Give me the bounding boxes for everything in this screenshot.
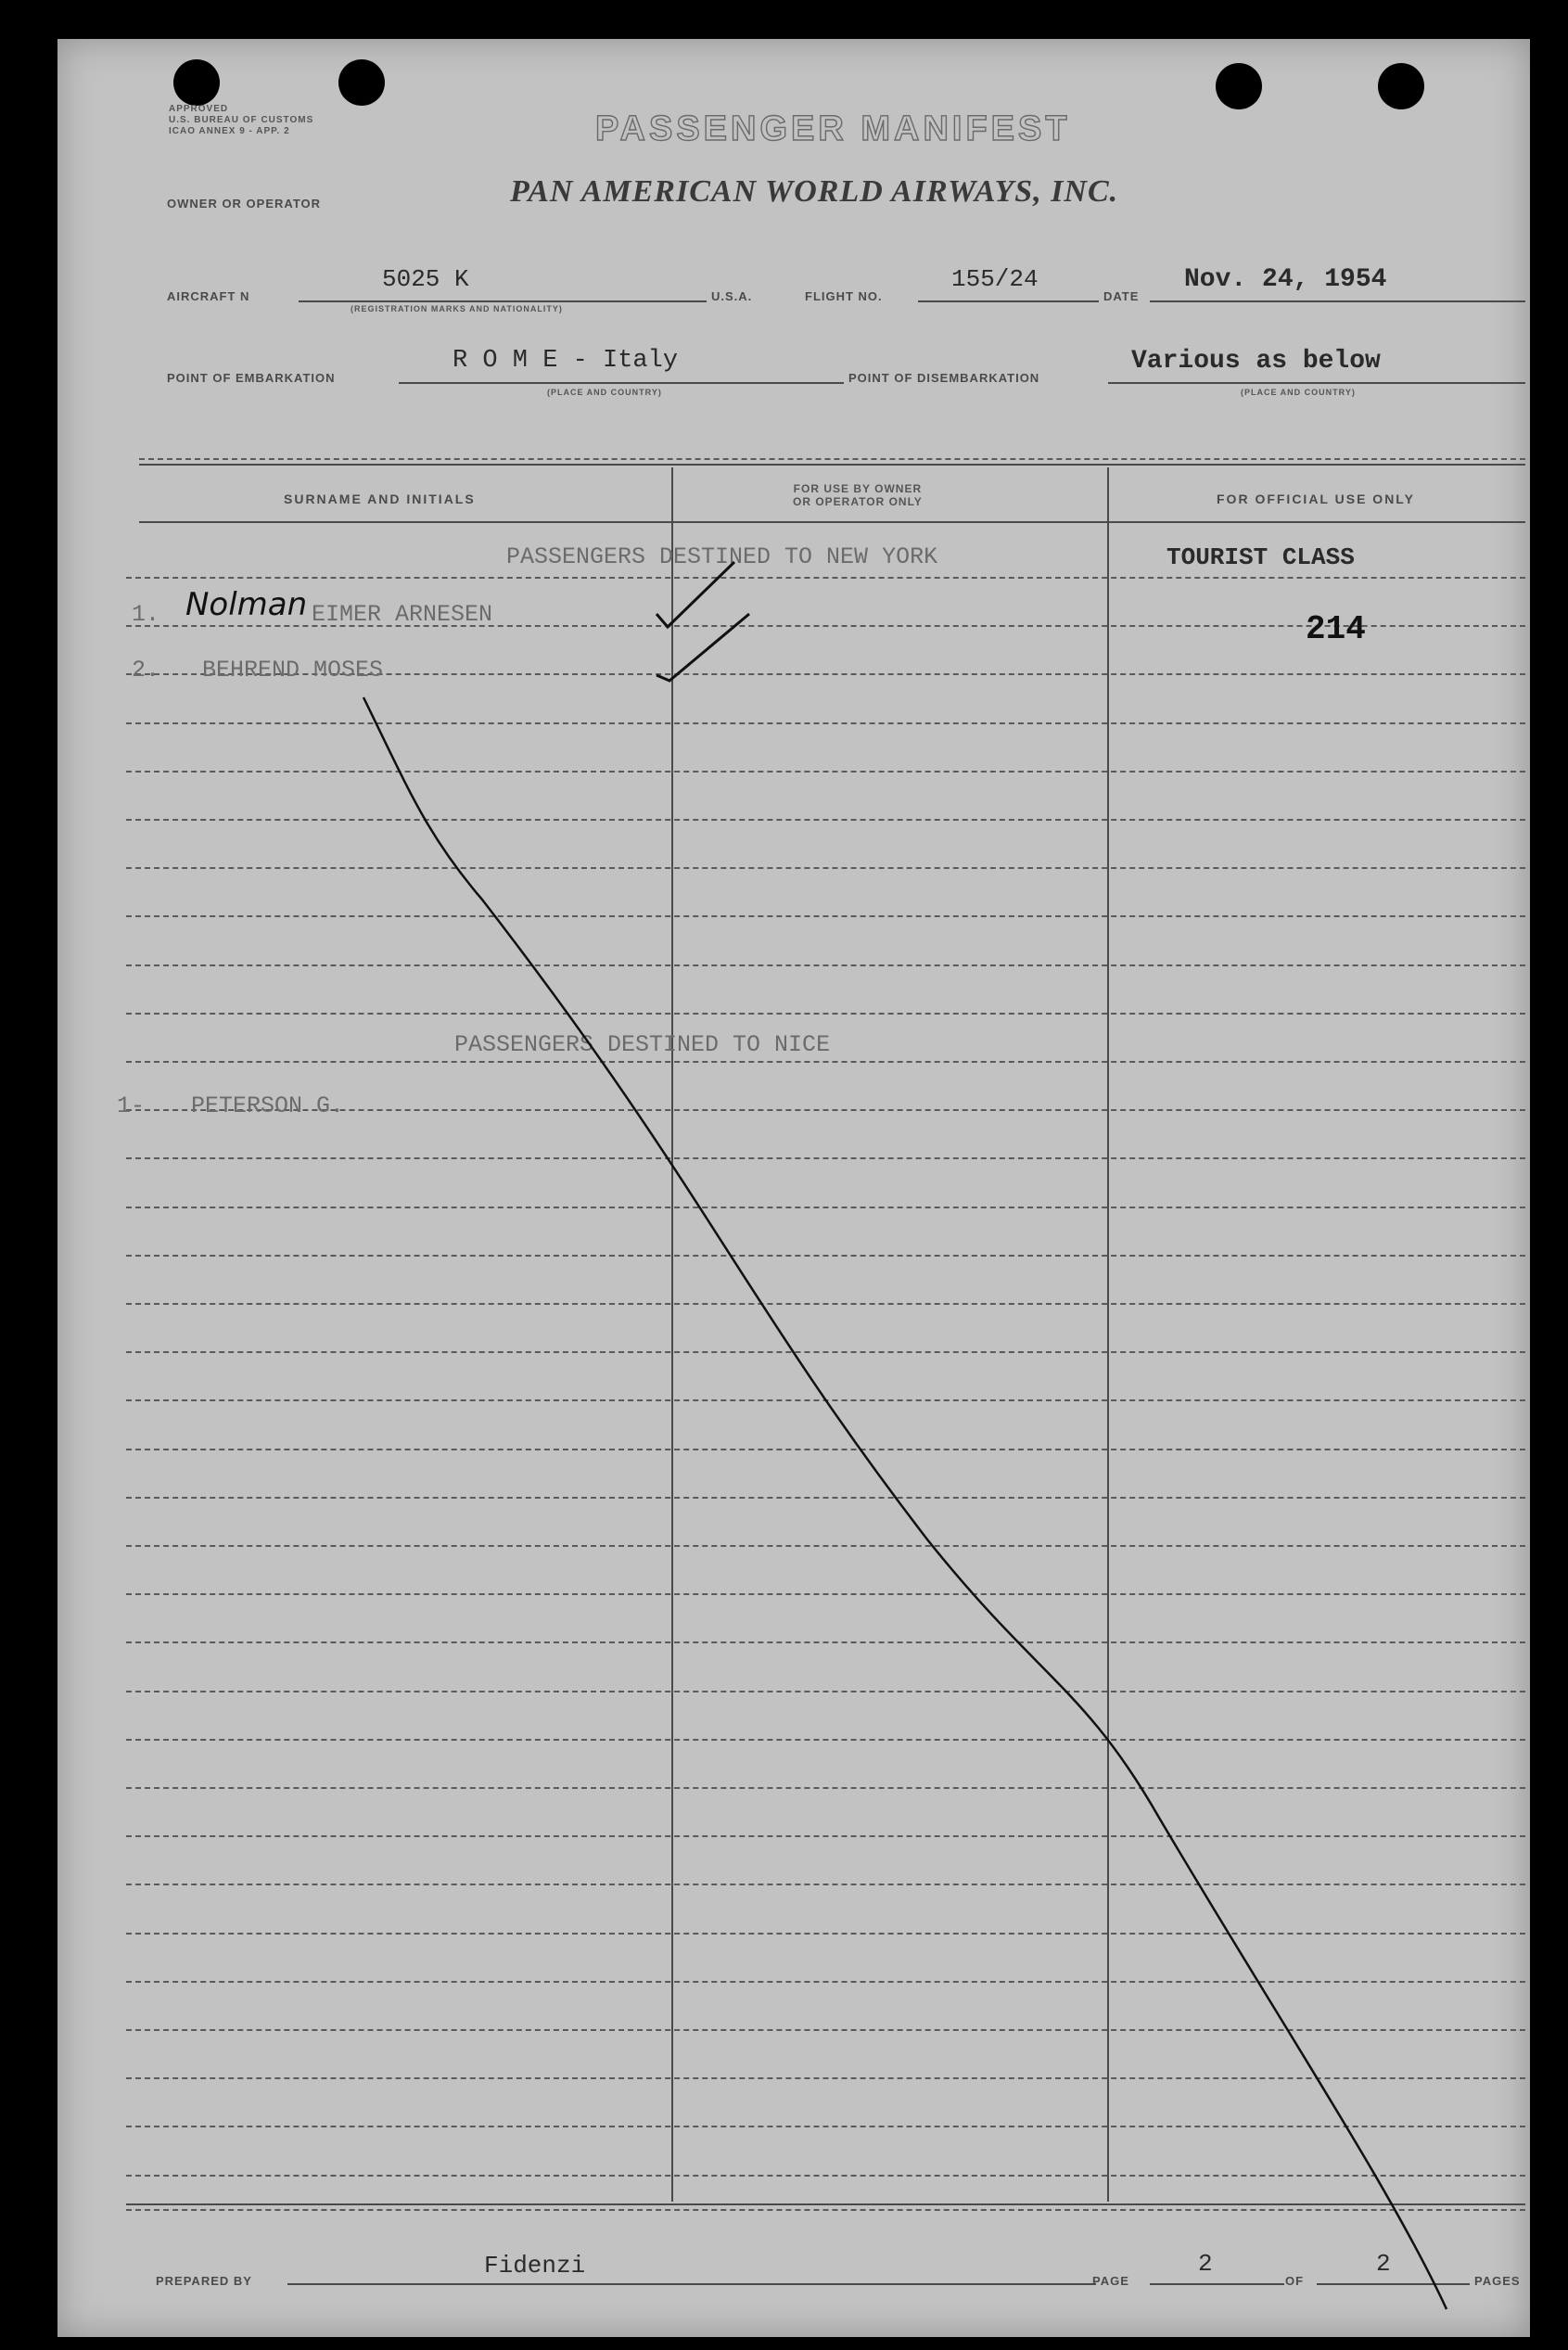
section-heading-new-york: PASSENGERS DESTINED TO NEW YORK	[506, 543, 938, 570]
approval-line: ICAO ANNEX 9 - APP. 2	[169, 126, 290, 136]
passenger-name: EIMER ARNESEN	[312, 601, 493, 628]
prepared-value: Fidenzi	[484, 2252, 586, 2280]
passenger-name: BEHREND MOSES	[202, 657, 384, 683]
col-official: FOR OFFICIAL USE ONLY	[1217, 492, 1415, 506]
owner-value: PAN AMERICAN WORLD AIRWAYS, INC.	[510, 174, 1119, 209]
aircraft-value: 5025 K	[382, 265, 469, 293]
owner-label: OWNER OR OPERATOR	[167, 197, 322, 211]
prepared-label: PREPARED BY	[156, 2274, 252, 2288]
embark-label: POINT OF EMBARKATION	[167, 371, 336, 385]
flight-label: FLIGHT NO.	[805, 289, 883, 303]
disembark-label: POINT OF DISEMBARKATION	[848, 371, 1040, 385]
aircraft-label: AIRCRAFT N	[167, 289, 250, 303]
approval-line: APPROVED	[169, 104, 229, 114]
page-title: PASSENGER MANIFEST	[595, 109, 1071, 148]
handwritten-name: Nolman	[185, 586, 308, 623]
passenger-number: 1-	[117, 1092, 146, 1119]
of-label: OF	[1285, 2274, 1305, 2288]
passenger-number: 1.	[132, 601, 160, 628]
class-code: 214	[1306, 610, 1366, 648]
disembark-caption: (PLACE AND COUNTRY)	[1241, 388, 1356, 397]
date-label: DATE	[1103, 289, 1140, 303]
check-mark	[657, 562, 734, 627]
disembark-value: Various as below	[1131, 347, 1381, 376]
usa-label: U.S.A.	[711, 289, 753, 303]
col-owner-use-line: OR OPERATOR ONLY	[793, 495, 923, 508]
embark-caption: (PLACE AND COUNTRY)	[547, 388, 662, 397]
col-surname: SURNAME AND INITIALS	[284, 492, 476, 506]
class-note: TOURIST CLASS	[1166, 543, 1355, 571]
pages-label: PAGES	[1474, 2274, 1521, 2288]
page-label: PAGE	[1092, 2274, 1129, 2288]
approval-line: U.S. BUREAU OF CUSTOMS	[169, 115, 314, 125]
date-value: Nov. 24, 1954	[1184, 265, 1387, 294]
page-value: 2	[1198, 2250, 1213, 2278]
flight-value: 155/24	[951, 265, 1039, 293]
of-value: 2	[1376, 2250, 1391, 2278]
passenger-number: 2.	[132, 657, 160, 683]
embark-value: R O M E - Italy	[453, 347, 679, 375]
aircraft-caption: (REGISTRATION MARKS AND NATIONALITY)	[351, 304, 563, 313]
cancel-line	[363, 697, 1447, 2309]
col-owner-use-line: FOR USE BY OWNER	[793, 482, 923, 495]
section-heading-nice: PASSENGERS DESTINED TO NICE	[454, 1031, 831, 1058]
passenger-name: PETERSON G.	[191, 1092, 345, 1119]
